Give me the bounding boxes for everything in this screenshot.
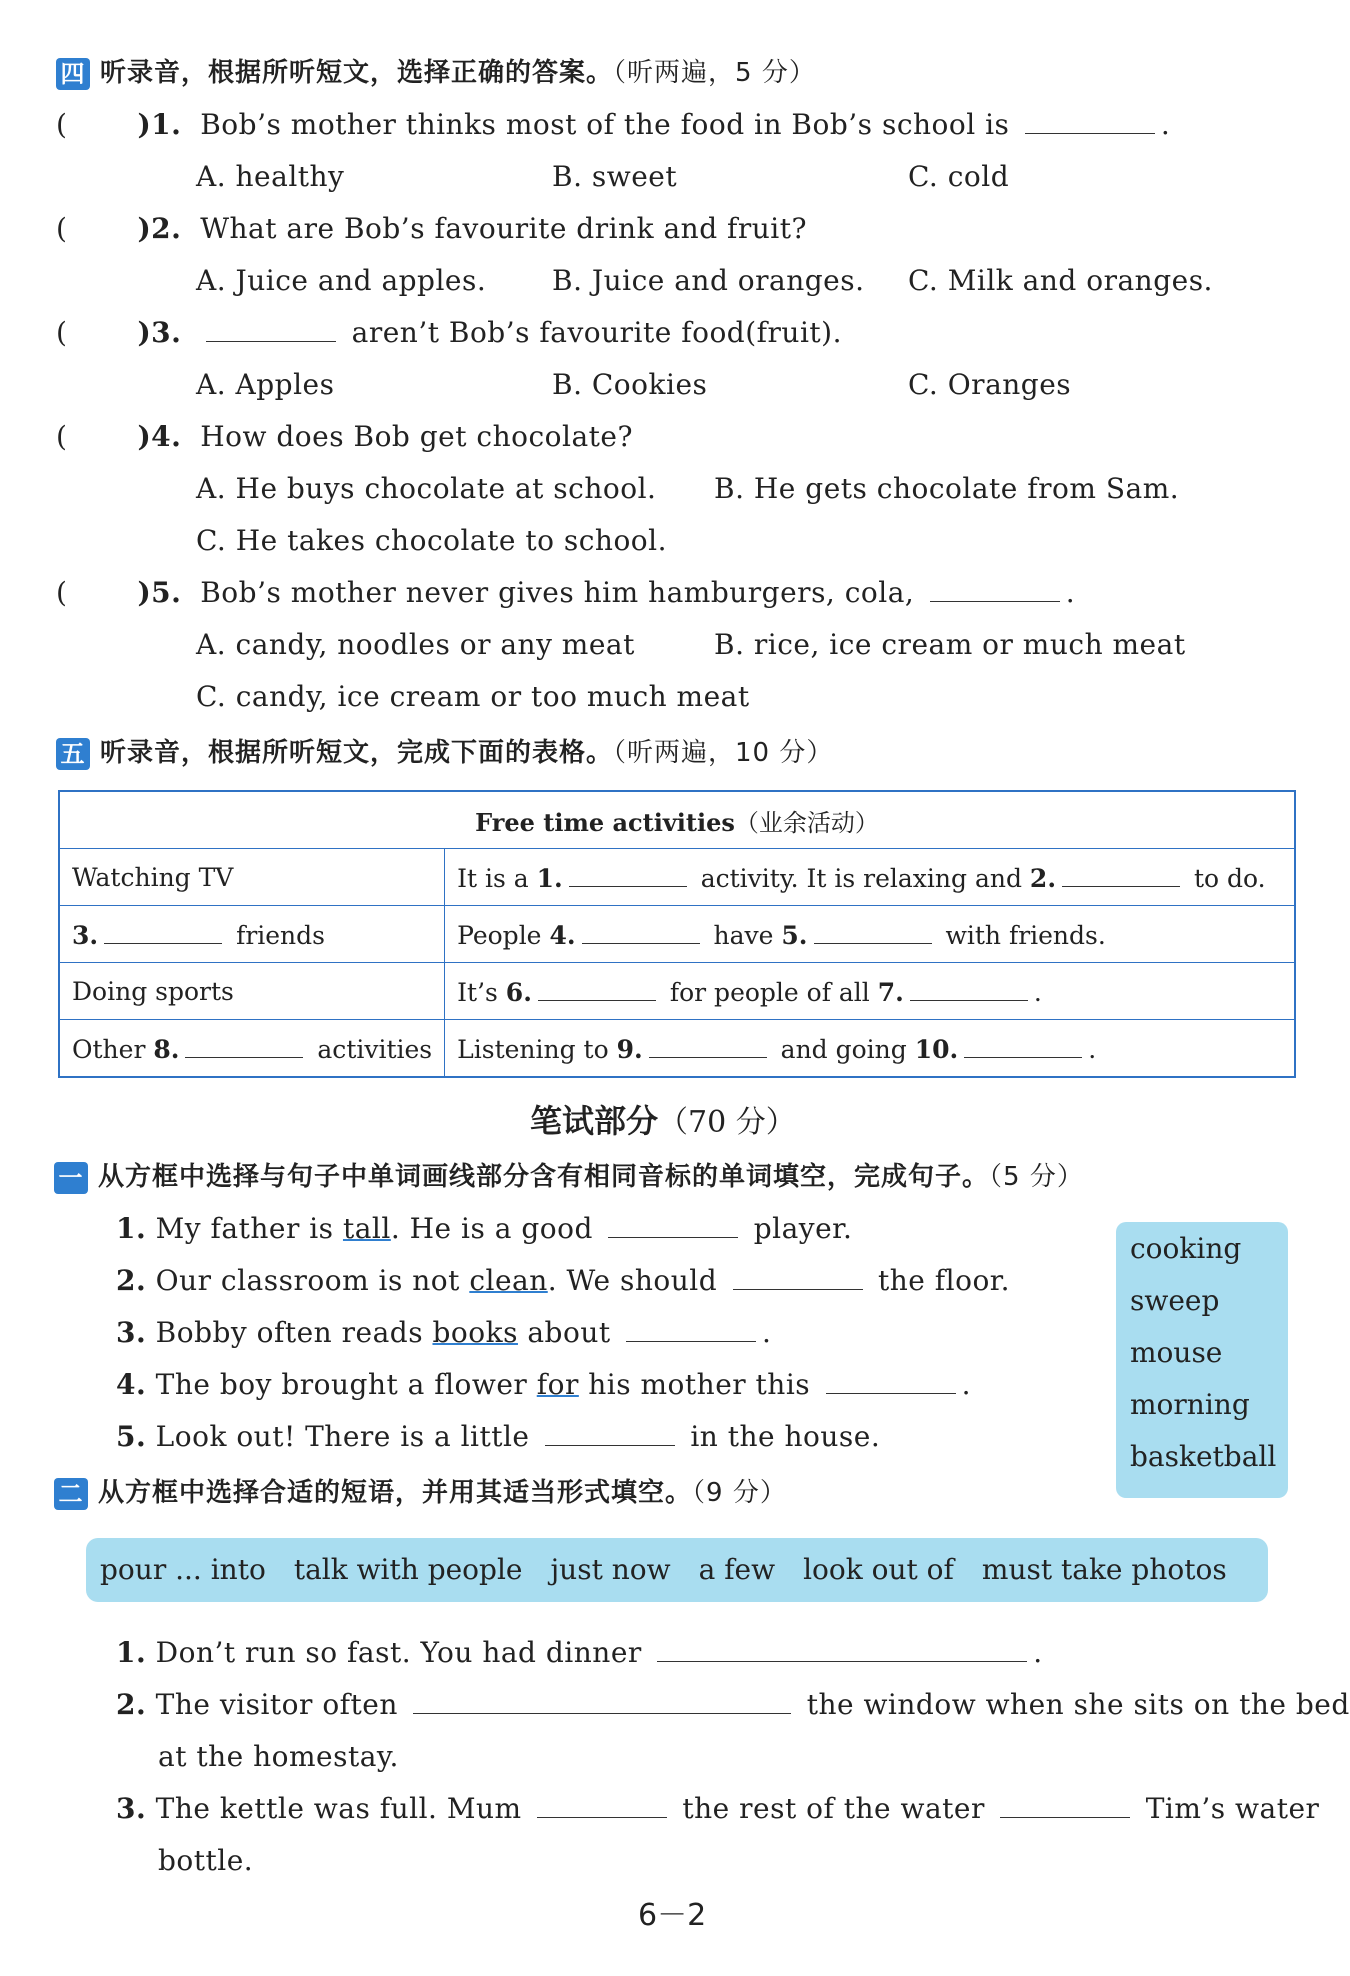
cell-text: have (713, 920, 774, 950)
question-text: How does Bob get chocolate? (200, 420, 633, 453)
cell-text: activity. It is relaxing and (700, 863, 1022, 893)
cell-text: It is a (457, 863, 529, 893)
answer-blank[interactable] (626, 1317, 756, 1342)
page-number: 6－2 (638, 1898, 707, 1933)
table-cell-right (445, 906, 1295, 963)
word-box-item: basketball (1130, 1440, 1277, 1473)
option-a: A. Apples (196, 368, 335, 401)
answer-blank[interactable] (1025, 109, 1155, 134)
answer-blank[interactable] (826, 1369, 956, 1394)
item-text: Look out! There is a little (155, 1420, 530, 1453)
w2-item (116, 1688, 1350, 1721)
cell-text: to do. (1193, 863, 1266, 893)
answer-blank[interactable] (545, 1421, 675, 1446)
item-text: the window when she sits on the bed (806, 1688, 1350, 1721)
answer-blank[interactable] (1000, 1793, 1130, 1818)
w2-item-continued: bottle. (158, 1844, 254, 1877)
item-text: Don’t run so fast. You had dinner (155, 1636, 642, 1669)
blank-number: 8. (153, 1034, 180, 1064)
item-text: The visitor often (155, 1688, 398, 1721)
option-b: B. Juice and oranges. (552, 264, 865, 297)
table-row (59, 1020, 1295, 1078)
item-number: 1. (116, 1636, 147, 1669)
option-c: C. Oranges (908, 368, 1072, 401)
blank-number: 2. (1029, 863, 1057, 893)
item-number: 3. (116, 1792, 147, 1825)
blank-number: 6. (505, 977, 532, 1007)
item-text: Bobby often reads (155, 1316, 424, 1349)
question-text: Bob’s mother never gives him hamburgers, cola, (200, 576, 915, 609)
item-text: his mother this (588, 1368, 811, 1401)
w1-item (116, 1212, 852, 1245)
word-box-item: mouse (1130, 1336, 1223, 1369)
table-cell-left (59, 1020, 445, 1078)
answer-blank[interactable] (1062, 862, 1180, 887)
phrase-box-item: a few (698, 1553, 776, 1586)
cell-text: and going (780, 1034, 907, 1064)
item-text: . He is a good (390, 1212, 593, 1245)
option-c: C. cold (908, 160, 1010, 193)
question-number: )5. (137, 576, 182, 609)
section-title: 听录音，根据所听短文，完成下面的表格。 (100, 738, 614, 768)
w1-item (116, 1420, 880, 1453)
w2-item (116, 1636, 1043, 1669)
word-box-item: morning (1130, 1388, 1250, 1421)
item-text: . (762, 1316, 772, 1349)
table-cell-right (445, 1020, 1295, 1078)
header-english: Free time activities (475, 807, 735, 837)
section-number-badge: 一 (54, 1162, 88, 1194)
word-box-item: sweep (1130, 1284, 1220, 1317)
question-number: )1. (137, 108, 182, 141)
option-b: B. sweet (552, 160, 678, 193)
word-box (1116, 1222, 1288, 1498)
table-cell-left: Watching TV (59, 849, 445, 906)
answer-paren: ( (56, 420, 68, 453)
table-cell-right (445, 963, 1295, 1020)
item-number: 4. (116, 1368, 147, 1401)
cell-text: People (457, 920, 542, 950)
phrase-box-item: must take photos (981, 1553, 1227, 1586)
cell-text: for people of all (669, 977, 870, 1007)
underlined-word: tall (342, 1212, 391, 1245)
item-number: 1. (116, 1212, 147, 1245)
question-text: What are Bob’s favourite drink and fruit? (200, 212, 808, 245)
cell-text: activities (317, 1034, 433, 1064)
blank-number: 3. (72, 920, 99, 950)
title-note: （70 分） (658, 1105, 796, 1140)
option-c: C. candy, ice cream or too much meat (196, 680, 750, 713)
header-chinese: （业余活动） (734, 808, 879, 837)
item-text: in the house. (690, 1420, 881, 1453)
phrase-box (86, 1538, 1268, 1602)
answer-blank[interactable] (582, 919, 700, 944)
question-number: )4. (137, 420, 182, 453)
option-c: C. He takes chocolate to school. (196, 524, 668, 557)
section-number-badge: 四 (56, 58, 90, 90)
answer-blank[interactable] (964, 1033, 1082, 1058)
option-a: A. healthy (196, 160, 345, 193)
table-row (59, 963, 1295, 1020)
w1-item (116, 1368, 971, 1401)
item-text: . (961, 1368, 971, 1401)
item-text: Our classroom is not (155, 1264, 460, 1297)
blank-number: 4. (549, 920, 576, 950)
item-number: 2. (116, 1264, 147, 1297)
question-number: )3. (137, 316, 182, 349)
w1-item (116, 1264, 1010, 1297)
item-text: . We should (547, 1264, 718, 1297)
title-text: 笔试部分 (530, 1102, 659, 1140)
option-c: C. Milk and oranges. (908, 264, 1213, 297)
question-3 (56, 316, 842, 349)
blank-number: 5. (781, 920, 808, 950)
answer-blank[interactable] (608, 1213, 738, 1238)
option-b: B. Cookies (552, 368, 708, 401)
underlined-word: clean (469, 1264, 548, 1297)
section-title: 从方框中选择与句子中单词画线部分含有相同音标的单词填空，完成句子。 (98, 1162, 990, 1192)
answer-blank[interactable] (413, 1689, 791, 1714)
answer-paren: ( (56, 212, 68, 245)
answer-blank[interactable] (569, 862, 687, 887)
section-title: 从方框中选择合适的短语，并用其适当形式填空。 (98, 1478, 693, 1508)
answer-blank[interactable] (657, 1637, 1027, 1662)
question-text: aren’t Bob’s favourite food(fruit). (351, 316, 842, 349)
item-text: the floor. (878, 1264, 1011, 1297)
item-text: The kettle was full. Mum (155, 1792, 522, 1825)
table-cell-left (59, 906, 445, 963)
answer-blank[interactable] (538, 976, 656, 1001)
table-row (59, 849, 1295, 906)
answer-blank[interactable] (649, 1033, 767, 1058)
answer-paren: ( (56, 108, 68, 141)
cell-text: Other (72, 1034, 146, 1064)
question-4 (56, 420, 633, 453)
item-text: Tim’s water (1145, 1792, 1320, 1825)
answer-blank[interactable] (537, 1793, 667, 1818)
option-b: B. He gets chocolate from Sam. (714, 472, 1180, 505)
written-section-1-heading (54, 1156, 1084, 1194)
answer-blank[interactable] (910, 976, 1028, 1001)
section-number-badge: 五 (56, 738, 90, 770)
item-text: player. (753, 1212, 853, 1245)
section-4-heading (56, 52, 816, 90)
section-number-badge: 二 (54, 1478, 88, 1510)
item-number: 3. (116, 1316, 147, 1349)
cell-text: Listening to (457, 1034, 609, 1064)
option-a: A. He buys chocolate at school. (196, 472, 657, 505)
question-number: )2. (137, 212, 182, 245)
question-2 (56, 212, 807, 245)
section-note: （听两遍，10 分） (613, 738, 834, 768)
blank-number: 7. (877, 977, 904, 1007)
blank-number: 9. (616, 1034, 643, 1064)
phrase-box-item: pour ... into (100, 1553, 266, 1586)
section-5-heading (56, 732, 833, 770)
answer-blank[interactable] (206, 317, 336, 342)
written-part-title (530, 1096, 796, 1142)
table-header (59, 791, 1295, 849)
question-text: Bob’s mother thinks most of the food in Bob’s school is (200, 108, 1010, 141)
item-text: . (1033, 1636, 1043, 1669)
underlined-word: books (432, 1316, 518, 1349)
question-end: . (1065, 576, 1076, 609)
section-note: （5 分） (989, 1162, 1084, 1192)
cell-text: It’s (457, 977, 498, 1007)
free-time-table (58, 790, 1296, 1078)
table-cell-right (445, 849, 1295, 906)
option-a: A. Juice and apples. (196, 264, 487, 297)
section-note: （听两遍，5 分） (613, 58, 816, 88)
phrase-box-item: talk with people (293, 1553, 523, 1586)
table-cell-left: Doing sports (59, 963, 445, 1020)
answer-paren: ( (56, 316, 68, 349)
cell-text: friends (236, 920, 325, 950)
word-box-item: cooking (1130, 1232, 1242, 1265)
answer-paren: ( (56, 576, 68, 609)
written-section-2-heading (54, 1472, 787, 1510)
phrase-box-item: look out of (803, 1553, 954, 1586)
answer-blank[interactable] (185, 1033, 303, 1058)
table-row (59, 906, 1295, 963)
blank-number: 10. (914, 1034, 959, 1064)
option-b: B. rice, ice cream or much meat (714, 628, 1186, 661)
section-note: （9 分） (692, 1478, 787, 1508)
option-a: A. candy, noodles or any meat (196, 628, 635, 661)
question-end: . (1160, 108, 1171, 141)
answer-blank[interactable] (104, 919, 222, 944)
cell-text: with friends. (945, 920, 1106, 950)
cell-text: . (1088, 1034, 1097, 1064)
w1-item (116, 1316, 771, 1349)
item-text: The boy brought a flower (155, 1368, 528, 1401)
item-number: 5. (116, 1420, 147, 1453)
answer-blank[interactable] (930, 577, 1060, 602)
item-number: 2. (116, 1688, 147, 1721)
item-text: My father is (155, 1212, 334, 1245)
answer-blank[interactable] (814, 919, 932, 944)
phrase-box-item: just now (550, 1553, 671, 1586)
underlined-word: for (536, 1368, 579, 1401)
cell-text: . (1033, 977, 1042, 1007)
section-title: 听录音，根据所听短文，选择正确的答案。 (100, 58, 614, 88)
w2-item-continued: at the homestay. (158, 1740, 399, 1773)
item-text: about (527, 1316, 611, 1349)
w2-item (116, 1792, 1319, 1825)
answer-blank[interactable] (733, 1265, 863, 1290)
item-text: the rest of the water (682, 1792, 985, 1825)
blank-number: 1. (536, 863, 563, 893)
question-5 (56, 576, 1075, 609)
question-1 (56, 108, 1170, 141)
